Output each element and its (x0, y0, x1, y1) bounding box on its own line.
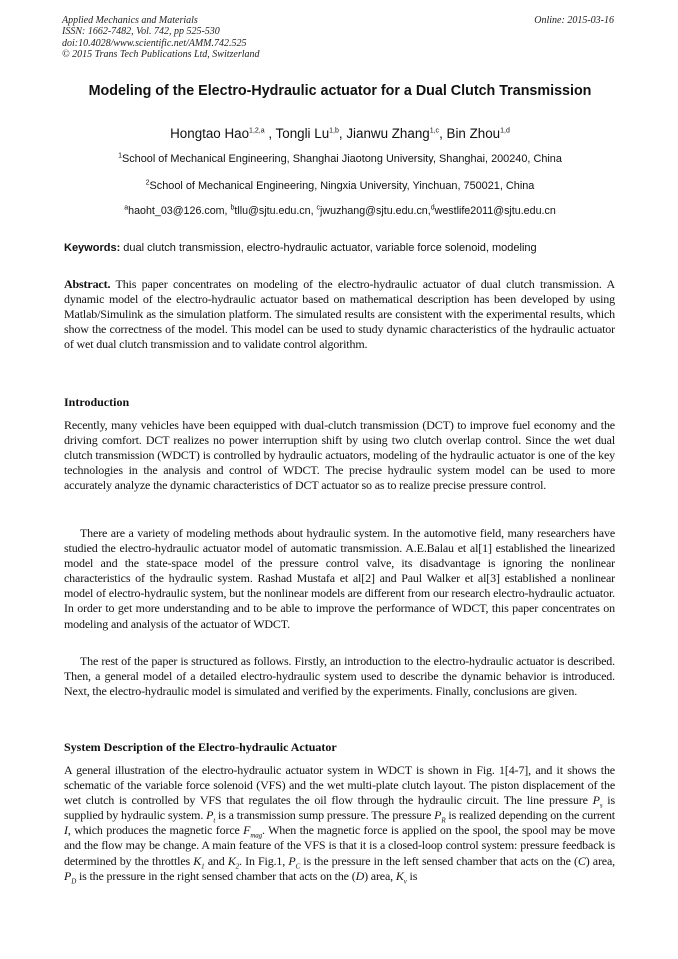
text-run: is realized depending on the current (445, 808, 615, 823)
affiliation-text: School of Mechanical Engineering, Shanghai Jiaotong University, Shanghai, 200240, China (121, 153, 562, 165)
math-subscript: D (71, 877, 77, 886)
intro-heading: Introduction (64, 395, 130, 409)
author-name: Bin Zhou (446, 126, 501, 141)
intro-paragraph-1: Recently, many vehicles have been equipped with dual-clutch transmission (DCT) to improve fuel economy and the driving comfort. DCT realizes no power interruption shift by using two clutch overlap control. Since the wet dual clutch transmission (WDCT) is controlled by hydraulic actuators, modeling of the hydraulic actuator is one of the key technologies in the analysis and control of WDCT. The precise hydraulic system model can be used to more accurately analyze the dynamic characteristics of DCT actuator so as to realize precise pressure control. (64, 418, 615, 493)
affiliation-1 (40, 153, 640, 165)
math-symbol: F (243, 823, 251, 838)
author-name: Hongtao Hao (170, 126, 250, 141)
email-link[interactable]: haoht_03@126.com, (128, 205, 231, 217)
intro-paragraph-2: There are a variety of modeling methods about hydraulic system. In the automotive field, many researchers have studied the electro-hydraulic actuator model of automatic transmission. A.E.Balau et al[1] established the linearized model and the state-space model of the pressure control valve, its disadvantage is ignoring the nonlinear characteristics of the hydraulic system. Rashad Mustafa et al[2] and Paul Walker et al[3] established a nonlinear model of electro-hydraulic system, but the nonlinear models are different from our research electro-hydraulic actuator. In order to get more understanding and to be able to improve the performance of WDCT, this paper concentrates on modeling and analysis of the actuator of WDCT. (64, 526, 615, 631)
online-date: Online: 2015-03-16 (534, 15, 614, 26)
math-symbol: P (434, 808, 442, 823)
text-run: . In Fig.1, (239, 853, 289, 868)
math-subscript: 1 (201, 861, 205, 870)
journal-info (62, 15, 260, 61)
math-symbol: K (395, 868, 404, 883)
math-symbol: K (227, 853, 236, 868)
math-subscript: R (441, 816, 446, 825)
author-sep: , (338, 126, 347, 141)
intro-paragraph-3: The rest of the paper is structured as follows. Firstly, an introduction to the electro-hydraulic actuator is described. Then, a general model of a detailed electro-hydraulic system used to describe the dynamic behavior is introduced. Next, the electro-hydraulic model is simulated and verified by the experiments. Finally, conclusions are given. (64, 654, 615, 699)
email-link[interactable]: jwuzhang@sjtu.edu.cn, (320, 205, 431, 217)
math-symbol: I (64, 823, 68, 838)
author-name: Jianwu Zhang (346, 126, 430, 141)
text-run: is (406, 868, 418, 883)
email-link[interactable]: westlife2011@sjtu.edu.cn (434, 205, 556, 217)
author-sup: 1,2,a (249, 127, 265, 135)
system-heading: System Description of the Electro-hydraulic Actuator (64, 740, 337, 754)
journal-name: Applied Mechanics and Materials (62, 15, 198, 26)
author-sup: 1,b (329, 127, 339, 135)
email-sup: d (430, 204, 435, 212)
math-subscript: v (403, 877, 407, 886)
abstract-label: Abstract. (64, 277, 111, 291)
author-list (60, 126, 620, 141)
text-run: and (204, 853, 228, 868)
text-run: , which produces the magnetic force (67, 823, 244, 838)
keywords (64, 242, 624, 254)
math-subscript: 2 (235, 861, 240, 870)
affiliation-sup: 2 (145, 179, 150, 187)
text-run: ) area, (364, 868, 396, 883)
email-link[interactable]: tllu@sjtu.edu.cn, (234, 205, 317, 217)
author-sep: , (439, 126, 447, 141)
affiliation-2 (40, 180, 640, 192)
author-sup: 1,d (500, 127, 510, 135)
keywords-label: Keywords: (64, 242, 121, 254)
affiliation-text: School of Mechanical Engineering, Ningxia University, Yinchuan, 750021, China (149, 180, 535, 192)
abstract-text: This paper concentrates on modeling of the electro-hydraulic actuator of dual clutch transmission. A dynamic model of the electro-hydraulic actuator based on mathematical description has been developed by using Matlab/Simulink as the simulation platform. The simulated results are consistent with the experimental results, which show the correctness of the model. This model can be used to study dynamic characteristics of the hydraulic actuator of wet dual clutch transmission and to validate control algorithm. (64, 277, 615, 352)
email-sup: c (316, 204, 321, 212)
math-symbol: K (193, 853, 202, 868)
text-run: . When the magnetic force is applied on the spool, the spool may be move and the flow may be change. A main feature of the VFS is that it is a closed-loop control system: pressure feedback is determined by the throttles (64, 823, 615, 868)
paper-title: Modeling of the Electro-Hydraulic actuator for a Dual Clutch Transmission (88, 83, 592, 99)
email-sup: b (230, 204, 235, 212)
math-subscript: C (295, 861, 301, 870)
text-run: is supplied by hydraulic system. (64, 793, 615, 823)
journal-copyright: © 2015 Trans Tech Publications Ltd, Switzerland (62, 49, 260, 61)
author-sup: 1,c (429, 127, 440, 135)
math-symbol: P (206, 808, 214, 823)
math-subscript: mag (250, 831, 262, 840)
text-run: is the pressure in the left sensed chamber that acts on the ( (300, 853, 578, 868)
affiliation-sup: 1 (118, 152, 122, 160)
math-subscript: t (213, 816, 216, 825)
keywords-text: dual clutch transmission, electro-hydraulic actuator, variable force solenoid, modeling (120, 242, 537, 254)
math-symbol: P (592, 793, 600, 808)
math-symbol: P (64, 868, 72, 883)
math-symbol: P (288, 853, 296, 868)
journal-issn: ISSN: 1662-7482, Vol. 742, pp 525-530 (62, 26, 220, 38)
text-run: is a transmission sump pressure. The pressure (215, 808, 435, 823)
math-subscript: s (599, 801, 603, 810)
author-name: Tongli Lu (275, 126, 330, 141)
math-symbol: C (577, 853, 586, 868)
math-symbol: D (355, 868, 365, 883)
abstract (64, 277, 615, 352)
text-run: A general illustration of the electro-hydraulic actuator system in WDCT is shown in Fig. 1[4-7], and it shows the schematic of the variable force solenoid (VFS) and the wet multi-plate clutch layout. The piston displacement of the wet clutch is controlled by VFS that regulates the oil flow through the hydraulic circuit. The line pressure (64, 763, 615, 808)
journal-doi: doi:10.4028/www.scientific.net/AMM.742.525 (62, 37, 247, 49)
author-sep: , (264, 126, 276, 141)
system-paragraph (64, 763, 615, 884)
email-sup: a (124, 204, 129, 212)
text-run: is the pressure in the right sensed chamber that acts on the ( (76, 868, 356, 883)
email-list (40, 205, 640, 217)
text-run: ) area, (585, 853, 616, 868)
